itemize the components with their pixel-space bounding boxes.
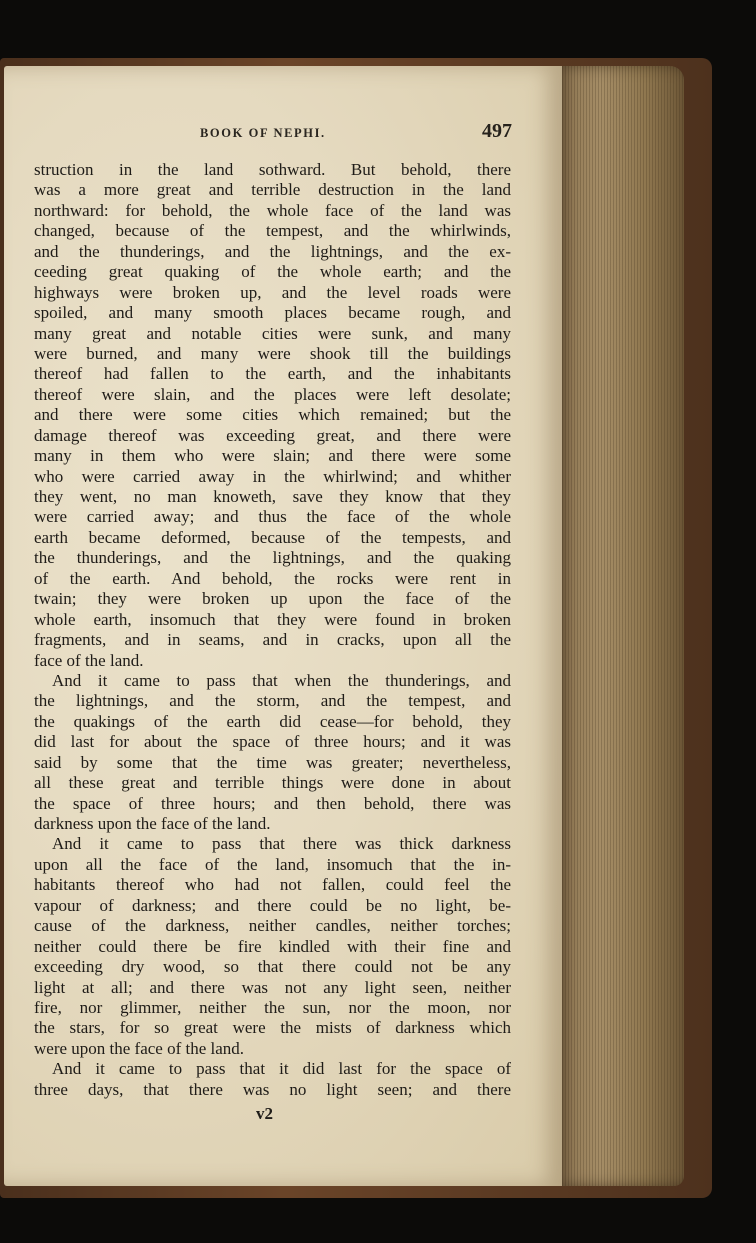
text-line: fire, nor glimmer, neither the sun, nor the moon, nor [34, 997, 511, 1017]
book-page [4, 66, 562, 1186]
text-line: light at all; and there was not any light seen, neither [34, 977, 511, 997]
running-title: BOOK OF NEPHI. [200, 126, 326, 140]
paragraph-start-line: And it came to pass that when the thunderings, and [52, 670, 511, 690]
text-line: exceeding dry wood, so that there could not be any [34, 957, 511, 977]
text-line: did last for about the space of three hours; and it was [34, 732, 511, 752]
text-line: twain; they were broken up upon the face of the [34, 589, 511, 609]
page-number: 497 [482, 120, 512, 142]
text-line: the stars, for so great were the mists of darkness which [34, 1018, 511, 1038]
body-text [34, 160, 511, 1100]
text-line: vapour of darkness; and there could be no light, be- [34, 895, 511, 915]
paragraph-start-line: And it came to pass that there was thick darkness [52, 834, 511, 854]
text-line: habitants thereof who had not fallen, could feel the [34, 875, 511, 895]
page-header [4, 120, 562, 150]
text-line: and there were some cities which remained; but the [34, 405, 511, 425]
text-line: face of the land. [34, 650, 144, 670]
text-line: changed, because of the tempest, and the whirlwinds, [34, 221, 511, 241]
text-line: all these great and terrible things were done in about [34, 773, 511, 793]
text-line: were carried away; and thus the face of the whole [34, 507, 511, 527]
text-line: the quakings of the earth did cease—for behold, they [34, 711, 511, 731]
text-line: were burned, and many were shook till the buildings [34, 343, 511, 363]
text-line: damage thereof was exceeding great, and there were [34, 425, 511, 445]
text-line: cause of the darkness, neither candles, neither torches; [34, 916, 511, 936]
text-line: thereof were slain, and the places were left desolate; [34, 384, 511, 404]
text-line: was a more great and terrible destruction in the land [34, 180, 511, 200]
text-line: ceeding great quaking of the whole earth; and the [34, 262, 511, 282]
text-line: of the earth. And behold, the rocks were rent in [34, 568, 511, 588]
text-line: many in them who were slain; and there were some [34, 446, 511, 466]
signature-mark: v2 [256, 1104, 273, 1123]
text-line: northward: for behold, the whole face of the land was [34, 200, 511, 220]
text-line: struction in the land sothward. But behold, there [34, 160, 511, 179]
text-line: three days, that there was no light seen; and there [34, 1079, 511, 1099]
text-line: whole earth, insomuch that they were found in broken [34, 609, 511, 629]
text-line: who were carried away in the whirlwind; and whither [34, 466, 511, 486]
text-line: said by some that the time was greater; nevertheless, [34, 752, 511, 772]
page-fore-edge [556, 66, 684, 1186]
text-line: thereof had fallen to the earth, and the inhabitants [34, 364, 511, 384]
text-line: they went, no man knoweth, save they know that they [34, 487, 511, 506]
text-line: the thunderings, and the lightnings, and the quaking [34, 548, 511, 568]
text-line: fragments, and in seams, and in cracks, upon all the [34, 630, 511, 650]
text-line: darkness upon the face of the land. [34, 814, 271, 833]
paragraph-start-line: And it came to pass that it did last for the space of [52, 1059, 511, 1079]
text-line: the space of three hours; and then behold, there was [34, 793, 511, 813]
text-line: many great and notable cities were sunk, and many [34, 323, 511, 343]
text-line: and the thunderings, and the lightnings, and the ex- [34, 241, 511, 261]
text-line: were upon the face of the land. [34, 1038, 245, 1058]
text-line: upon all the face of the land, insomuch that the in- [34, 854, 511, 874]
text-line: earth became deformed, because of the tempests, and [34, 527, 511, 547]
text-line: highways were broken up, and the level roads were [34, 282, 511, 302]
text-line: neither could there be fire kindled with their fine and [34, 936, 511, 956]
text-line: spoiled, and many smooth places became rough, and [34, 303, 511, 323]
text-line: the lightnings, and the storm, and the tempest, and [34, 691, 511, 711]
